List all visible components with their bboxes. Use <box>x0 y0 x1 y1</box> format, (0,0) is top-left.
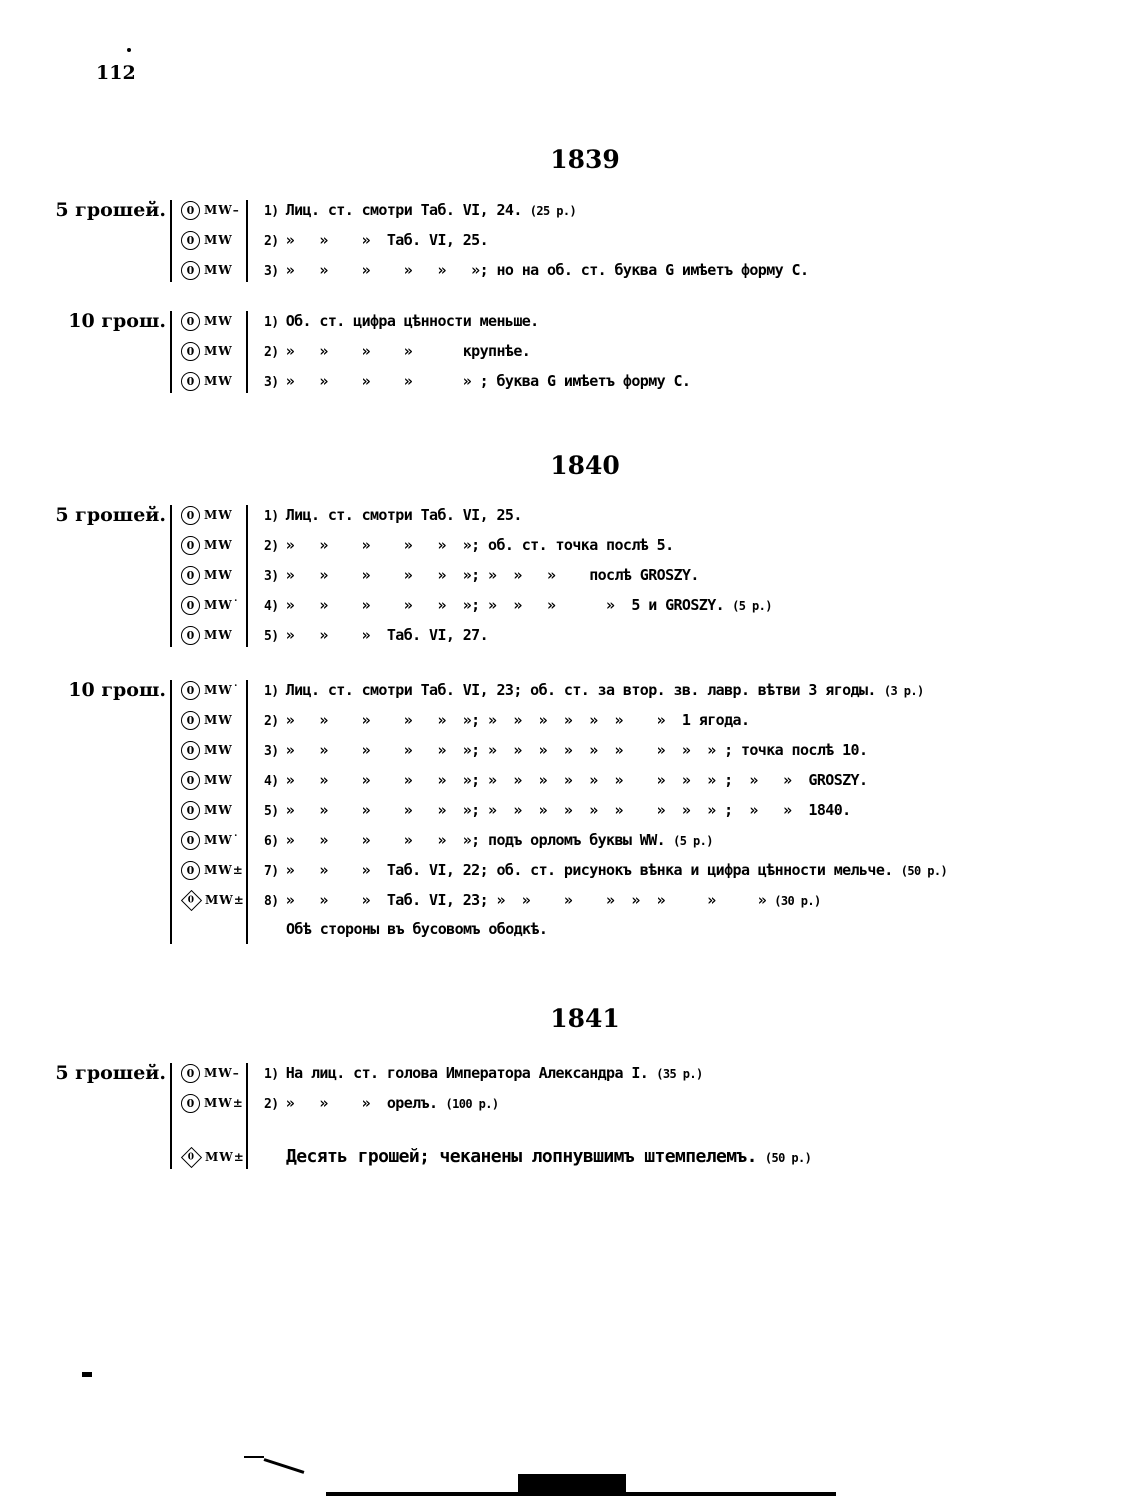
entry-number: 3) <box>264 375 286 390</box>
entry-number: 1) <box>264 1067 286 1082</box>
mint-suffix: MW˙ <box>204 598 240 612</box>
mint-mark <box>181 1061 240 1085</box>
entry-price: (30 р.) <box>774 894 821 908</box>
mint-mark <box>181 339 233 363</box>
entry-line <box>264 858 947 882</box>
entry-line <box>264 258 808 282</box>
column-rule <box>246 505 248 647</box>
entry-line <box>264 708 749 732</box>
entry-line <box>264 593 772 617</box>
denomination-label: 5 грошей. <box>55 199 166 221</box>
mint-suffix: MW± <box>205 893 245 907</box>
entry-number: 2) <box>264 234 286 249</box>
entry-line <box>264 798 851 822</box>
entry-number: 5) <box>264 804 286 819</box>
circle-mark-icon: 0 <box>181 261 200 280</box>
entry-number: 2) <box>264 345 286 360</box>
entry-text: Лиц. ст. смотри Таб. VI, 23; об. ст. за втор. зв. лавр. вѣтви 3 ягоды. <box>285 681 876 699</box>
entry-line <box>264 678 924 702</box>
entry-text: » » » Таб. VI, 25. <box>285 231 489 249</box>
year-heading: 1839 <box>550 145 620 174</box>
circle-mark-icon: 0 <box>181 1094 200 1113</box>
circle-mark-icon: 0 <box>181 711 200 730</box>
circle-mark-icon: 0 <box>181 1064 200 1083</box>
mint-suffix: MW <box>204 263 233 277</box>
diamond-mark-icon: 0 <box>181 889 202 910</box>
column-rule <box>170 1063 172 1169</box>
entry-line <box>264 563 699 587</box>
mint-suffix: MW– <box>204 203 240 217</box>
entry-price: (50 р.) <box>764 1151 812 1165</box>
mint-suffix: MW– <box>204 1066 240 1080</box>
entry-line <box>264 369 690 393</box>
entry-text: » » » » » »; » » » послѣ GROSZY. <box>285 566 699 584</box>
mint-mark <box>181 708 233 732</box>
denomination-label: 5 грошей. <box>55 1062 166 1084</box>
mint-suffix: MW <box>204 508 233 522</box>
entry-price: (5 р.) <box>732 599 772 613</box>
entry-line <box>264 309 539 333</box>
circle-mark-icon: 0 <box>181 201 200 220</box>
entry-text: » » » » » »; но на об. ст. буква G имѣетъ форму С. <box>285 261 809 279</box>
entry-line <box>264 738 867 762</box>
entry-number: 3) <box>264 744 286 759</box>
column-rule <box>170 311 172 393</box>
mint-suffix: MW <box>204 233 233 247</box>
column-rule <box>170 505 172 647</box>
column-rule <box>170 200 172 282</box>
entry-number: 4) <box>264 599 286 614</box>
mint-suffix: MW± <box>205 1150 245 1164</box>
entry-line <box>264 228 488 252</box>
year-heading: 1840 <box>550 451 620 480</box>
entry-price: (35 р.) <box>656 1067 703 1081</box>
entry-text: » » » » » ; буква G имѣетъ форму С. <box>285 372 691 390</box>
mint-suffix: MW <box>204 713 233 727</box>
year-heading: 1841 <box>550 1004 620 1033</box>
entry-text: Лиц. ст. смотри Таб. VI, 25. <box>285 506 522 524</box>
page-number: 112 <box>96 62 136 84</box>
mint-mark <box>181 1091 244 1115</box>
scan-artifact <box>82 1372 92 1377</box>
entry-text: » » » » » »; » » » » » » » 1 ягода. <box>285 711 750 729</box>
entry-number: 2) <box>264 1097 286 1112</box>
entry-line <box>264 1061 703 1085</box>
entry-line <box>264 623 488 647</box>
mint-mark <box>181 738 233 762</box>
mint-suffix: MW <box>204 374 233 388</box>
mint-mark <box>181 623 233 647</box>
entry-number: 3) <box>264 569 286 584</box>
entry-price: (25 р.) <box>529 204 577 218</box>
column-rule <box>246 1063 248 1169</box>
entry-text: » » » » » »; подъ орломъ буквы WW. <box>285 831 666 849</box>
column-rule <box>246 680 248 944</box>
circle-mark-icon: 0 <box>181 626 200 645</box>
circle-mark-icon: 0 <box>181 566 200 585</box>
mint-suffix: MW± <box>204 863 244 877</box>
entry-text: » » » Таб. VI, 22; об. ст. рисунокъ вѣнка и цифра цѣнности мельче. <box>285 861 893 879</box>
circle-mark-icon: 0 <box>181 596 200 615</box>
mint-mark <box>181 228 233 252</box>
entry-line <box>264 1091 498 1115</box>
entry-text: » » » Таб. VI, 27. <box>285 626 489 644</box>
diamond-mark-icon: 0 <box>181 1146 202 1167</box>
mint-suffix: MW± <box>204 1096 244 1110</box>
entry-line <box>264 339 530 363</box>
circle-mark-icon: 0 <box>181 801 200 820</box>
mint-mark <box>181 828 240 852</box>
entry-text: » » » » » »; » » » » 5 и GROSZY. <box>285 596 725 614</box>
mint-mark <box>181 533 233 557</box>
denomination-label: 10 грош. <box>68 310 166 332</box>
entry-text: Десять грошей; чеканены лопнувшимъ штемпелемъ. <box>286 1146 757 1167</box>
mint-mark <box>181 369 233 393</box>
mint-suffix: MW <box>204 743 233 757</box>
circle-mark-icon: 0 <box>181 771 200 790</box>
entry-text: На лиц. ст. голова Императора Александра I. <box>285 1064 649 1082</box>
mint-suffix: MW˙ <box>204 833 240 847</box>
entry-price: (3 р.) <box>883 684 924 698</box>
mint-mark <box>181 503 233 527</box>
entry-number: 3) <box>264 264 286 279</box>
mint-mark <box>181 858 244 882</box>
entry-text: Лиц. ст. смотри Таб. VI, 24. <box>285 201 522 219</box>
mint-mark <box>181 309 233 333</box>
entry-number: 8) <box>264 894 286 909</box>
circle-mark-icon: 0 <box>181 831 200 850</box>
scan-artifact <box>326 1492 836 1496</box>
mint-mark <box>181 798 233 822</box>
entry-text: » » » орелъ. <box>285 1094 438 1112</box>
mint-suffix: MW <box>204 344 233 358</box>
circle-mark-icon: 0 <box>181 231 200 250</box>
entry-line <box>264 198 576 222</box>
scan-artifact <box>264 1458 305 1474</box>
column-rule <box>170 680 172 944</box>
entry-line <box>286 1145 811 1169</box>
circle-mark-icon: 0 <box>181 536 200 555</box>
entry-number: 2) <box>264 539 286 554</box>
entry-line <box>264 768 867 792</box>
entry-text: » » » » » »; » » » » » » » » » ; » » GROSZY. <box>285 771 868 789</box>
mint-suffix: MW <box>204 568 233 582</box>
mint-mark <box>181 1145 245 1169</box>
circle-mark-icon: 0 <box>181 312 200 331</box>
circle-mark-icon: 0 <box>181 861 200 880</box>
mint-mark <box>181 888 245 912</box>
entry-number: 7) <box>264 864 286 879</box>
mint-mark <box>181 198 240 222</box>
entry-number: 1) <box>264 315 286 330</box>
mint-suffix: MW <box>204 773 233 787</box>
entry-text: Об. ст. цифра цѣнности меньше. <box>285 312 539 330</box>
circle-mark-icon: 0 <box>181 506 200 525</box>
mint-suffix: MW <box>204 803 233 817</box>
mint-mark <box>181 678 240 702</box>
mint-suffix: MW <box>204 538 233 552</box>
entry-price: (5 р.) <box>673 834 713 848</box>
scan-artifact <box>518 1474 626 1494</box>
entry-number: 4) <box>264 774 286 789</box>
column-rule <box>246 200 248 282</box>
group-note: Обѣ стороны въ бусовомъ ободкѣ. <box>286 920 548 938</box>
circle-mark-icon: 0 <box>181 342 200 361</box>
entry-text: » » » » » »; » » » » » » » » » ; » » 1840. <box>285 801 851 819</box>
entry-text: » » » » » »; » » » » » » » » » ; точка послѣ 10. <box>285 741 868 759</box>
mint-mark <box>181 563 233 587</box>
circle-mark-icon: 0 <box>181 741 200 760</box>
entry-number: 1) <box>264 684 286 699</box>
scan-artifact <box>244 1456 264 1458</box>
denomination-label: 5 грошей. <box>55 504 166 526</box>
entry-number: 5) <box>264 629 286 644</box>
entry-price: (100 р.) <box>445 1097 499 1111</box>
entry-line <box>264 533 674 557</box>
mint-mark <box>181 258 233 282</box>
entry-text: » » » » крупнѣе. <box>285 342 531 360</box>
entry-price: (50 р.) <box>900 864 948 878</box>
circle-mark-icon: 0 <box>181 681 200 700</box>
mint-suffix: MW <box>204 628 233 642</box>
denomination-label: 10 грош. <box>68 679 166 701</box>
entry-line <box>264 503 522 527</box>
speck <box>127 48 131 52</box>
entry-number: 1) <box>264 204 286 219</box>
column-rule <box>246 311 248 393</box>
entry-number: 1) <box>264 509 286 524</box>
entry-text: » » » Таб. VI, 23; » » » » » » » » <box>285 891 767 909</box>
mint-mark <box>181 768 233 792</box>
circle-mark-icon: 0 <box>181 372 200 391</box>
mint-mark <box>181 593 240 617</box>
mint-suffix: MW˙ <box>204 683 240 697</box>
entry-number: 6) <box>264 834 286 849</box>
mint-suffix: MW <box>204 314 233 328</box>
entry-number: 2) <box>264 714 286 729</box>
entry-line <box>264 888 821 912</box>
entry-line <box>264 828 713 852</box>
entry-text: » » » » » »; об. ст. точка послѣ 5. <box>285 536 674 554</box>
